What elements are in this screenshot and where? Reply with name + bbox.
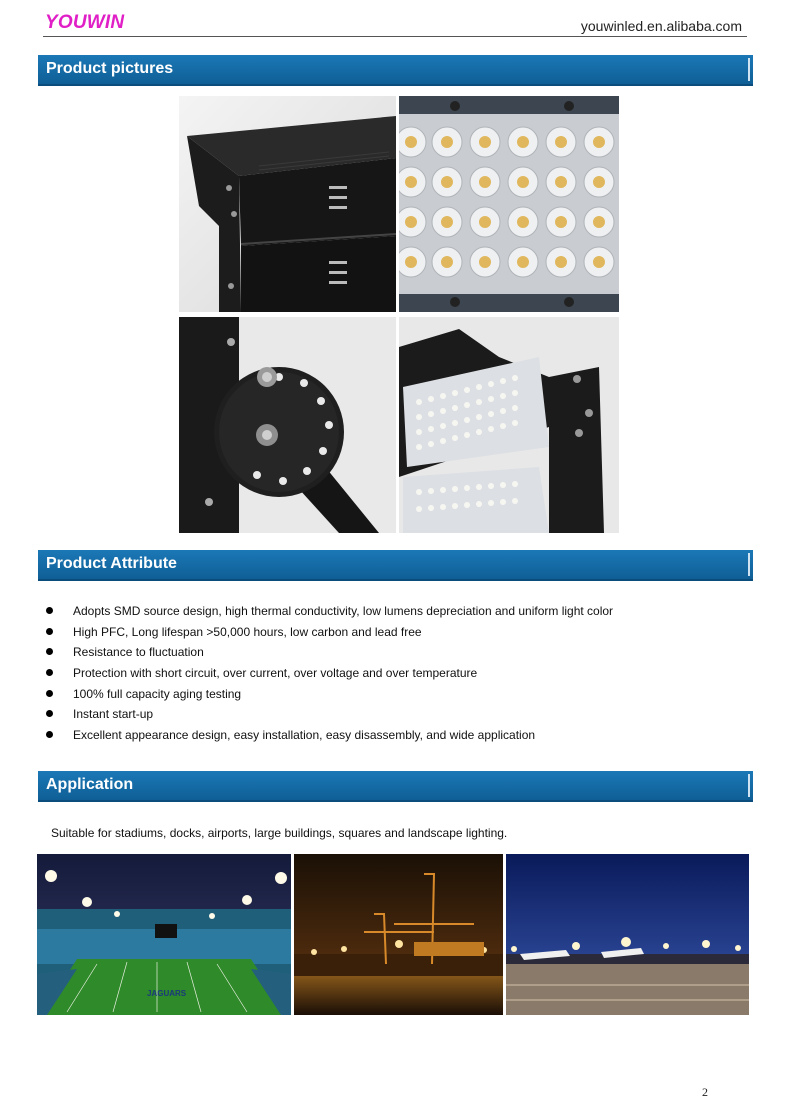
attribute-item: Protection with short circuit, over current, over voltage and over temperature <box>46 664 613 685</box>
attribute-item: Excellent appearance design, easy installation, easy disassembly, and wide application <box>46 726 613 747</box>
header-url[interactable]: youwinled.en.alibaba.com <box>580 18 742 34</box>
housing-side-photo <box>179 96 396 312</box>
section-bar-application <box>38 771 753 802</box>
airport-photo <box>506 854 749 1015</box>
attribute-item: Instant start-up <box>46 705 613 726</box>
application-text: Suitable for stadiums, docks, airports, large buildings, squares and landscape lighting. <box>51 826 508 840</box>
attribute-item: High PFC, Long lifespan >50,000 hours, low carbon and lead free <box>46 623 613 644</box>
section-title-application: Application <box>46 776 134 793</box>
led-module-angle-photo <box>399 317 619 533</box>
attribute-item: Adopts SMD source design, high thermal conductivity, low lumens depreciation and uniform light color <box>46 602 613 623</box>
section-title-pictures: Product pictures <box>46 60 174 77</box>
attribute-item: 100% full capacity aging testing <box>46 685 613 706</box>
attribute-list <box>46 602 613 747</box>
section-title-attribute: Product Attribute <box>46 555 177 572</box>
stadium-photo <box>37 854 291 1015</box>
header-brand: YOUWIN <box>45 12 125 33</box>
led-lens-closeup-photo <box>399 96 619 312</box>
header-rule <box>43 36 747 37</box>
stadium-sign-text: JAGUARS <box>147 989 187 998</box>
mounting-bracket-photo <box>179 317 396 533</box>
page-number: 2 <box>702 1085 708 1099</box>
section-bar-attribute <box>38 550 753 581</box>
dock-photo <box>294 854 503 1015</box>
attribute-item: Resistance to fluctuation <box>46 643 613 664</box>
section-bar-pictures <box>38 55 753 86</box>
